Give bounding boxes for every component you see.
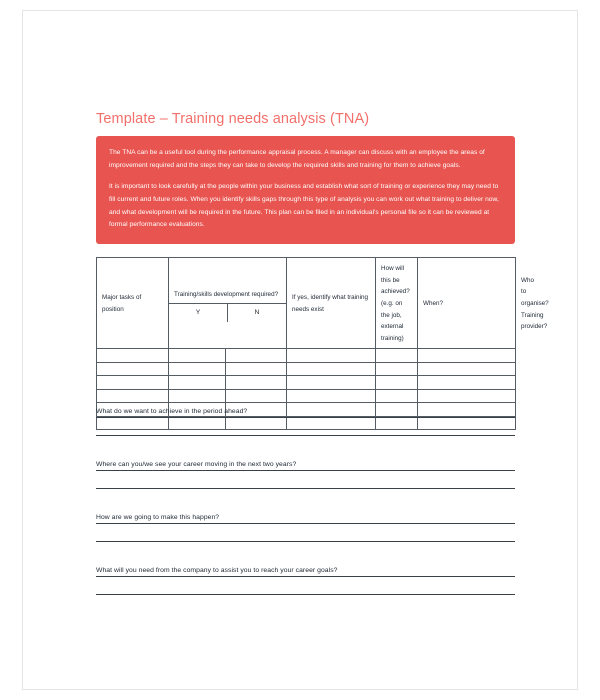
cell-no[interactable] <box>226 349 287 363</box>
table-header <box>97 258 549 349</box>
table-row <box>97 362 516 376</box>
table-header-row: Major tasks of position Training/skills development required? Y N If yes, identify what training needs exist How will this be achieved? (e.g. on the job, external training) When? Who to organise? Training provider? <box>97 258 516 349</box>
cell-no[interactable] <box>226 376 287 390</box>
cell-major-tasks[interactable] <box>97 362 169 376</box>
column-header-how-achieved: How will this be achieved? (e.g. on the job, external training) <box>376 258 418 349</box>
column-header-yes: Y <box>169 304 228 323</box>
cell-when[interactable] <box>418 389 516 403</box>
intro-paragraph-2: It is important to look carefully at the people within your business and establish what sort of training or experience they may need to fill current and future roles. When you identify skills gaps through this type of analysis you can work out what training to deliver now, and what development will be required in the future. This plan can be filed in an individual's personal file so it can be reviewed at formal performance evaluations. <box>109 183 499 229</box>
answer-line-2-b[interactable] <box>96 488 515 489</box>
cell-identify-training[interactable] <box>287 362 376 376</box>
cell-when[interactable] <box>418 362 516 376</box>
cell-identify-training[interactable] <box>287 389 376 403</box>
column-header-when: When? <box>418 258 516 349</box>
cell-when[interactable] <box>418 376 516 390</box>
question-label-1: What do we want to achieve in the period ahead? <box>96 408 248 415</box>
answer-line-1-b[interactable] <box>96 435 515 436</box>
cell-no[interactable] <box>226 389 287 403</box>
answer-line-3-b[interactable] <box>96 541 515 542</box>
question-label-4: What will you need from the company to assist you to reach your career goals? <box>96 567 338 574</box>
cell-yes[interactable] <box>169 362 226 376</box>
cell-how-achieved[interactable] <box>376 362 418 376</box>
column-header-training-required <box>169 258 287 349</box>
column-header-training-required-label: Training/skills development required? <box>169 284 286 304</box>
document-page <box>22 10 578 690</box>
table-row <box>97 349 516 363</box>
cell-how-achieved[interactable] <box>376 389 418 403</box>
question-block-2 <box>96 461 515 489</box>
cell-how-achieved[interactable] <box>376 349 418 363</box>
page-title: Template – Training needs analysis (TNA) <box>96 110 370 127</box>
cell-major-tasks[interactable] <box>97 349 169 363</box>
cell-yes[interactable] <box>169 389 226 403</box>
cell-how-achieved[interactable] <box>376 376 418 390</box>
intro-paragraph-1: The TNA can be a useful tool during the performance appraisal process. A manager can discuss with an employee the areas of improvement required and the steps they can take to develop the required skills and training for them to achieve goals. <box>109 149 485 169</box>
answer-line-3-a[interactable] <box>96 523 515 524</box>
question-block-1 <box>96 408 515 436</box>
cell-major-tasks[interactable] <box>97 389 169 403</box>
table-row <box>97 376 516 390</box>
intro-banner <box>96 136 515 244</box>
cell-identify-training[interactable] <box>287 349 376 363</box>
table-row <box>97 389 516 403</box>
cell-identify-training[interactable] <box>287 376 376 390</box>
column-header-major-tasks: Major tasks of position <box>97 258 169 349</box>
column-header-identify-training: If yes, identify what training needs exist <box>287 258 376 349</box>
answer-line-2-a[interactable] <box>96 470 515 471</box>
cell-yes[interactable] <box>169 376 226 390</box>
column-header-no: N <box>254 308 260 316</box>
question-block-4 <box>96 567 515 595</box>
cell-no[interactable] <box>226 362 287 376</box>
question-label-3: How are we going to make this happen? <box>96 514 220 521</box>
answer-line-1-a[interactable] <box>96 417 515 418</box>
answer-line-4-a[interactable] <box>96 576 515 577</box>
question-block-3 <box>96 514 515 542</box>
cell-yes[interactable] <box>169 349 226 363</box>
question-label-2: Where can you/we see your career moving in the next two years? <box>96 461 297 468</box>
cell-when[interactable] <box>418 349 516 363</box>
cell-major-tasks[interactable] <box>97 376 169 390</box>
answer-line-4-b[interactable] <box>96 594 515 595</box>
training-needs-table <box>96 257 549 430</box>
